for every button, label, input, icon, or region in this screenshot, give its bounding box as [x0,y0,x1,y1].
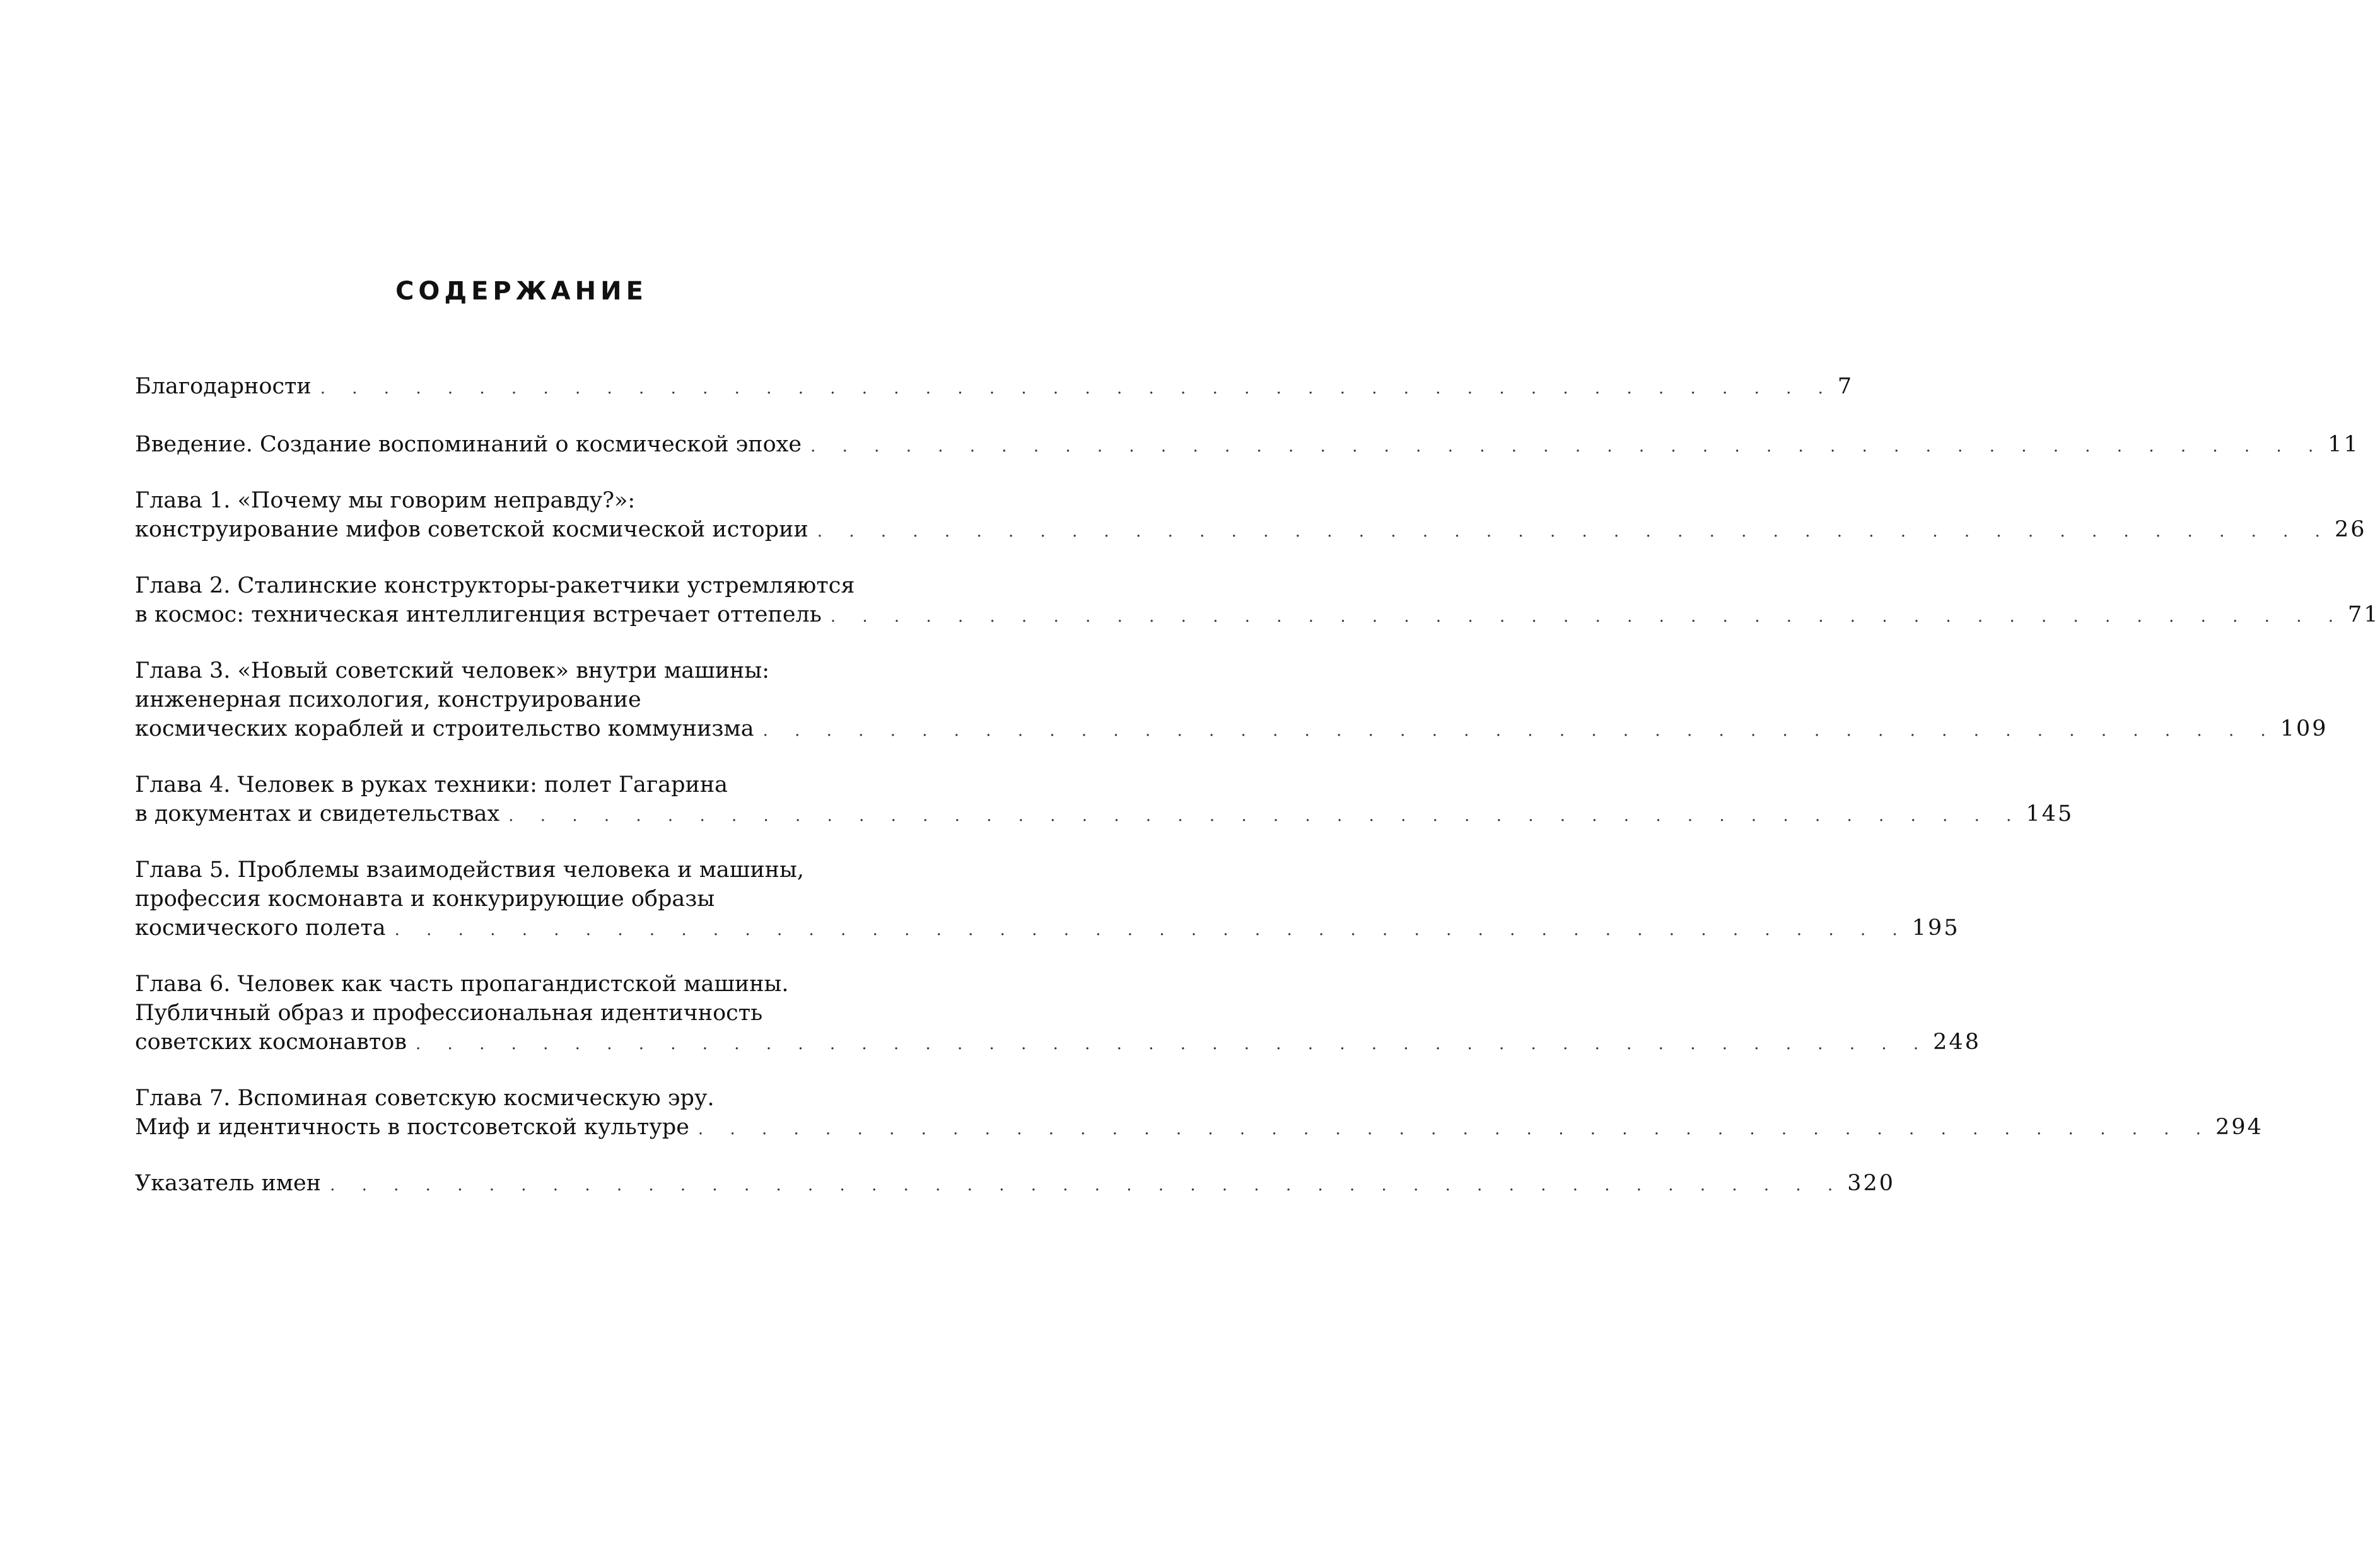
dot-leader: . . . . . . . . . . . . . . . . . . . . . . . . . . . . . . . . . . . . . . . . . . . . . . . . [508,806,2022,825]
toc-entry-text: Публичный образ и профессиональная идентичность [135,1001,763,1026]
dot-leader: . . . . . . . . . . . . . . . . . . . . . . . . . . . . . . . . . . . . . . . . . . . . . . . . [320,379,1834,398]
toc-entry-text: Указатель имен [135,1171,322,1196]
toc-page-number: 7 [1837,374,1854,399]
page-title: СОДЕРЖАНИЕ [395,277,648,306]
dot-leader: . . . . . . . . . . . . . . . . . . . . . . . . . . . . . . . . . . . . . . . . . . . . . . . . [810,437,2325,456]
toc-page-number: 26 [2334,517,2367,542]
dot-leader: . . . . . . . . . . . . . . . . . . . . . . . . . . . . . . . . . . . . . . . . . . . . . . . . [697,1120,2212,1139]
dot-leader: . . . . . . . . . . . . . . . . . . . . . . . . . . . . . . . . . . . . . . . . . . . . . . . . [330,1176,1844,1195]
toc-page-number: 145 [2026,801,2074,827]
table-of-contents [135,372,2380,1225]
toc-entry-text: конструирование мифов советской космической истории [135,517,808,542]
toc-page-number: 195 [1911,915,1960,941]
toc-page-number: 109 [2280,716,2328,741]
toc-entry-text: космических кораблей и строительство коммунизма [135,716,754,741]
toc-entry-text: космического полета [135,915,386,941]
dot-leader: . . . . . . . . . . . . . . . . . . . . . . . . . . . . . . . . . . . . . . . . . . . . . . . . [416,1035,1930,1053]
toc-entry-text: Благодарности [135,374,312,399]
toc-entry-text: Глава 4. Человек в руках техники: полет Гагарина [135,772,728,798]
toc-page-number: 248 [1933,1030,1981,1055]
toc-entry-text: Глава 6. Человек как часть пропагандистской машины. [135,972,789,997]
toc-entry-chapter-4[interactable] [135,770,2074,828]
toc-entry-text: профессия космонавта и конкурирующие образы [135,886,715,912]
toc-entry-text: советских космонавтов [135,1030,407,1055]
toc-entry-text: инженерная психология, конструирование [135,687,641,712]
dot-leader: . . . . . . . . . . . . . . . . . . . . . . . . . . . . . . . . . . . . . . . . . . . . . . . . [817,522,2331,541]
toc-entry-text: Введение. Создание воспоминаний о космической эпохе [135,432,802,457]
toc-entry-text: Глава 2. Сталинские конструкторы-ракетчики устремляются [135,573,855,598]
dot-leader: . . . . . . . . . . . . . . . . . . . . . . . . . . . . . . . . . . . . . . . . . . . . . . . . [762,721,2277,740]
toc-page-number: 320 [1847,1171,1896,1196]
dot-leader: . . . . . . . . . . . . . . . . . . . . . . . . . . . . . . . . . . . . . . . . . . . . . . . . [830,607,2345,626]
toc-entry-text: Глава 5. Проблемы взаимодействия человека и машины, [135,857,804,883]
toc-entry-text: в документах и свидетельствах [135,801,500,827]
toc-entry-text: Миф и идентичность в постсоветской культуре [135,1115,689,1140]
toc-entry-text: Глава 3. «Новый советский человек» внутри машины: [135,658,769,683]
toc-entry-text: Глава 7. Вспоминая советскую космическую эру. [135,1086,715,1111]
toc-entry-chapter-1[interactable] [135,486,2367,544]
toc-entry-text: Глава 1. «Почему мы говорим неправду?»: [135,488,636,513]
toc-entry-introduction[interactable] [135,430,2360,459]
toc-entry-acknowledgements[interactable] [135,372,1854,401]
toc-entry-text: в космос: техническая интеллигенция встречает оттепель [135,602,822,627]
dot-leader: . . . . . . . . . . . . . . . . . . . . . . . . . . . . . . . . . . . . . . . . . . . . . . . . [394,920,1908,939]
toc-page-number: 294 [2215,1115,2263,1140]
toc-entry-chapter-6[interactable] [135,970,1981,1057]
toc-entry-chapter-5[interactable] [135,856,1960,943]
toc-page-number: 11 [2328,432,2360,457]
toc-entry-chapter-3[interactable] [135,656,2328,743]
toc-entry-chapter-2[interactable] [135,571,2380,629]
toc-page-number: 71 [2348,602,2380,627]
toc-entry-name-index[interactable] [135,1169,1896,1198]
toc-entry-chapter-7[interactable] [135,1084,2263,1142]
